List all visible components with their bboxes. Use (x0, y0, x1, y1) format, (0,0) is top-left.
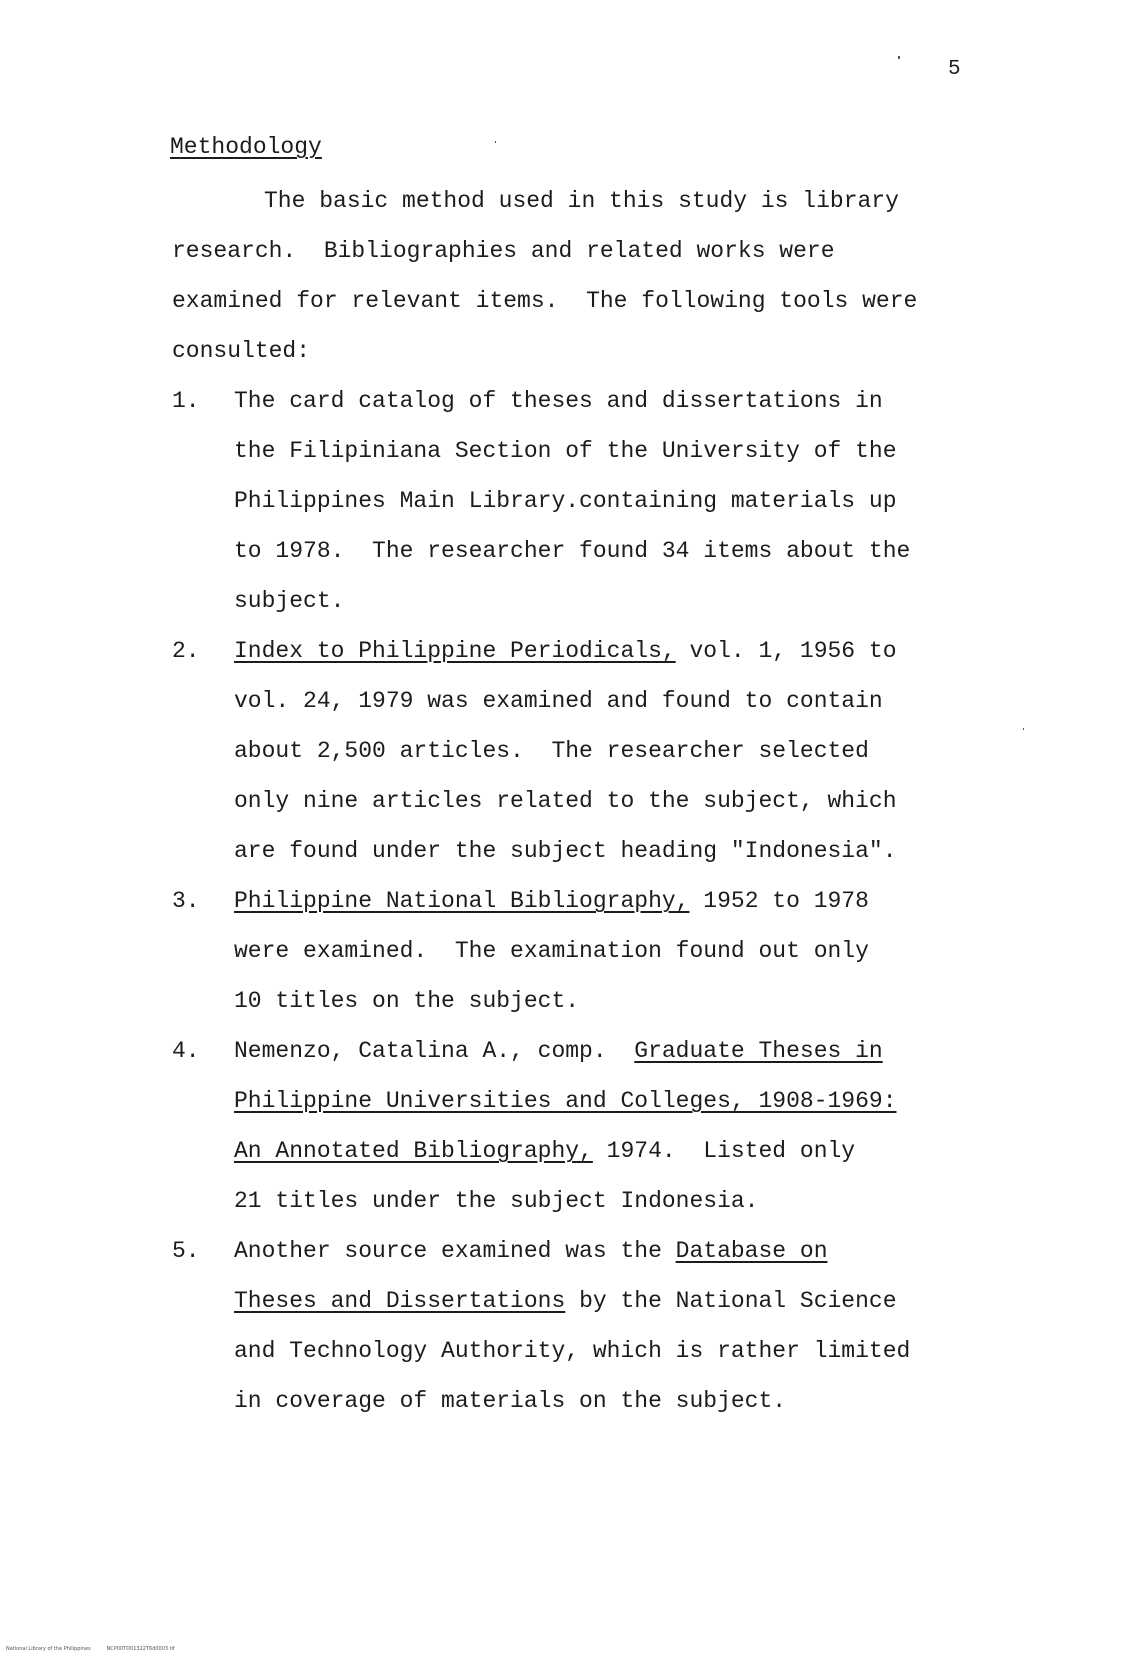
item-line (234, 876, 1032, 926)
item-line-rest: 1952 to 1978 (689, 888, 869, 914)
item-line: Philippines Main Library.containing materials up (234, 488, 897, 514)
underlined-title: Philippine Universities and Colleges, 1908-1969: (234, 1088, 897, 1114)
item-text (234, 376, 1032, 626)
item-line (234, 1226, 1032, 1276)
item-line: The card catalog of theses and dissertations in (234, 388, 883, 414)
item-line (234, 1276, 1032, 1326)
item-line: vol. 24, 1979 was examined and found to contain (234, 688, 883, 714)
item-line-rest: by the National Science (565, 1288, 897, 1314)
tools-list (172, 376, 1032, 1426)
underlined-title: Database on (675, 1238, 828, 1264)
underlined-title: Philippine National Bibliography, (234, 888, 690, 914)
item-number: 3. (172, 888, 200, 914)
item-line-rest: 1974. Listed only (592, 1138, 856, 1164)
item-line: 10 titles on the subject. (234, 988, 580, 1014)
item-number: 1. (172, 388, 200, 414)
footer-library: National Library of the Philippines (6, 1646, 91, 1652)
item-line: about 2,500 articles. The researcher selected (234, 738, 869, 764)
item-number: 5. (172, 1238, 200, 1264)
footer-code: NCP00TD01322T6d0003 tif (106, 1646, 175, 1652)
item-line-prefix: Another source examined was the (234, 1238, 676, 1264)
item-line: and Technology Authority, which is rather limited (234, 1338, 911, 1364)
item-line: to 1978. The researcher found 34 items about the (234, 538, 911, 564)
item-line-rest: vol. 1, 1956 to (675, 638, 897, 664)
item-line (234, 626, 1032, 676)
scan-speck (1023, 728, 1024, 730)
item-line-prefix: Nemenzo, Catalina A., comp. (234, 1038, 635, 1064)
intro-line: The basic method used in this study is library (264, 188, 899, 214)
scan-footer (6, 1646, 175, 1652)
item-line: 21 titles under the subject Indonesia. (234, 1188, 759, 1214)
list-item (172, 626, 1032, 876)
intro-paragraph (172, 176, 1032, 376)
underlined-title: Index to Philippine Periodicals, (234, 638, 676, 664)
item-line: only nine articles related to the subject, which (234, 788, 897, 814)
item-line: subject. (234, 588, 345, 614)
item-text (234, 1026, 1032, 1226)
item-line: the Filipiniana Section of the University of the (234, 438, 897, 464)
list-item (172, 376, 1032, 626)
intro-line: examined for relevant items. The following tools were (172, 288, 918, 314)
item-line (234, 1076, 1032, 1126)
intro-line: consulted: (172, 338, 311, 364)
item-line: in coverage of materials on the subject. (234, 1388, 787, 1414)
item-text (234, 626, 1032, 876)
list-item (172, 1026, 1032, 1226)
item-line: were examined. The examination found out only (234, 938, 869, 964)
intro-line: research. Bibliographies and related works were (172, 238, 835, 264)
item-line (234, 1026, 1032, 1076)
list-item (172, 1226, 1032, 1426)
section-heading: Methodology (170, 134, 322, 160)
item-number: 4. (172, 1038, 200, 1064)
underlined-title: Graduate Theses in (634, 1038, 883, 1064)
item-line: are found under the subject heading "Indonesia". (234, 838, 897, 864)
item-number: 2. (172, 638, 200, 664)
underlined-title: An Annotated Bibliography, (234, 1138, 593, 1164)
item-text (234, 876, 1032, 1026)
list-item (172, 876, 1032, 1026)
scan-speck (898, 56, 900, 59)
item-line (234, 1126, 1032, 1176)
item-text (234, 1226, 1032, 1426)
underlined-title: Theses and Dissertations (234, 1288, 566, 1314)
page-number: 5 (948, 58, 961, 81)
scan-speck (495, 141, 496, 143)
